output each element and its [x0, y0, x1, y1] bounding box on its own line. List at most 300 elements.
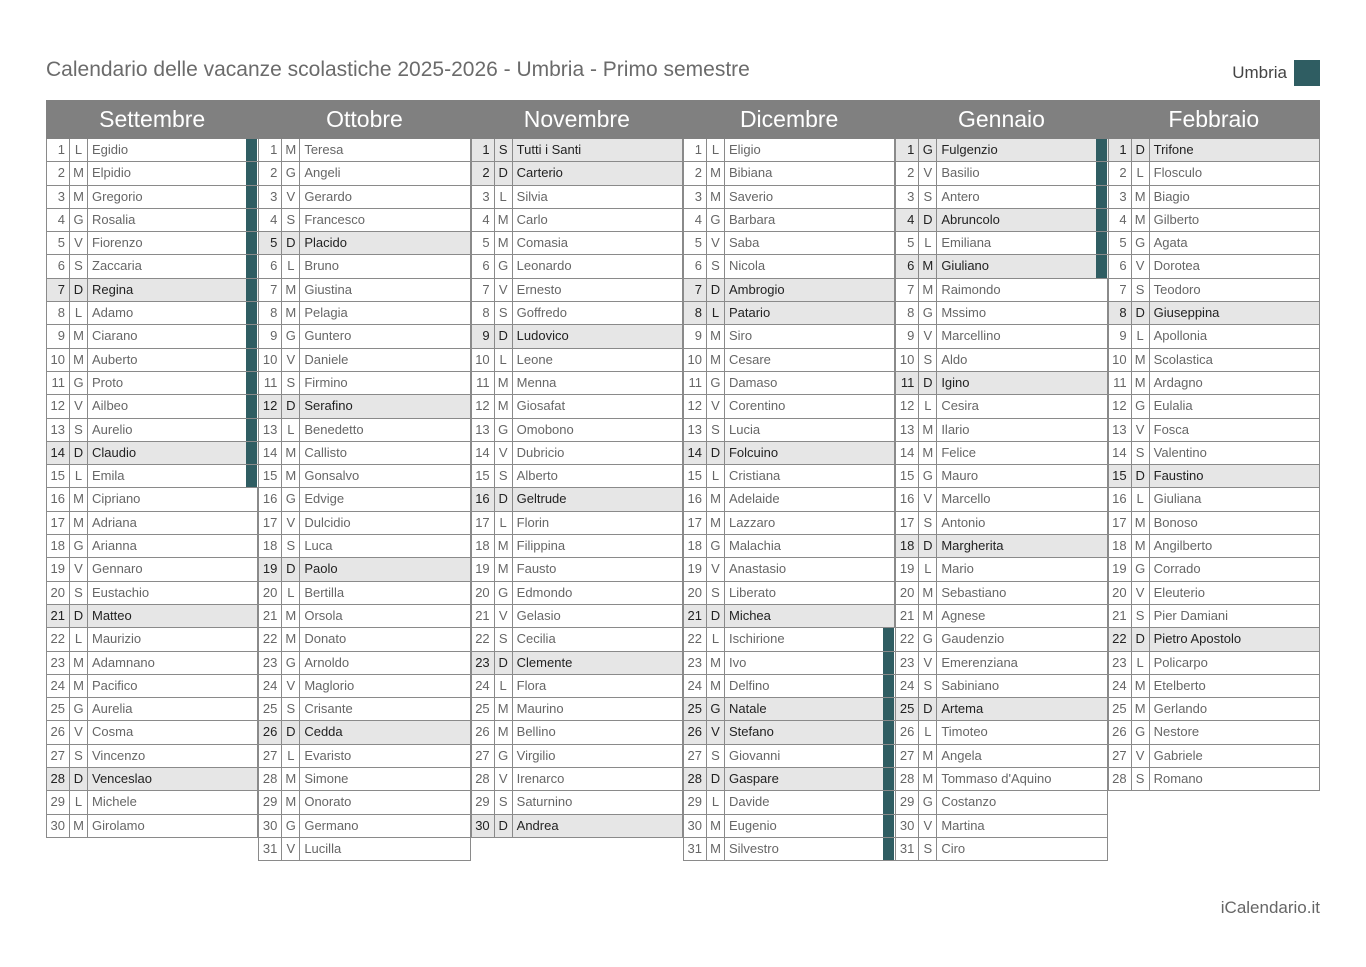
- weekday-letter: M: [919, 582, 937, 604]
- saint-name: Eligio: [725, 139, 895, 161]
- weekday-letter: M: [707, 512, 725, 534]
- day-row: [258, 512, 470, 535]
- day-row: [471, 139, 683, 162]
- saint-name: Goffredo: [513, 302, 683, 324]
- saint-name: Angeli: [300, 162, 470, 184]
- day-number: 15: [471, 465, 495, 487]
- weekday-letter: S: [1132, 279, 1150, 301]
- month-header: Ottobre: [258, 100, 470, 139]
- day-number: 13: [1108, 419, 1132, 441]
- day-row: [1108, 512, 1320, 535]
- day-number: 6: [1108, 255, 1132, 277]
- weekday-letter: M: [70, 186, 88, 208]
- day-row: [46, 279, 258, 302]
- weekday-letter: L: [70, 302, 88, 324]
- saint-name: Guntero: [300, 325, 470, 347]
- saint-name: Cristiana: [725, 465, 895, 487]
- day-number: 8: [471, 302, 495, 324]
- weekday-letter: V: [495, 279, 513, 301]
- day-number: 22: [895, 628, 919, 650]
- day-row: [471, 372, 683, 395]
- saint-name: Germano: [300, 815, 470, 837]
- month-column: [258, 100, 470, 861]
- weekday-letter: M: [282, 628, 300, 650]
- saint-name: Adamnano: [88, 652, 258, 674]
- weekday-letter: G: [70, 535, 88, 557]
- day-number: 5: [471, 232, 495, 254]
- saint-name: Agata: [1150, 232, 1320, 254]
- day-row: [683, 255, 895, 278]
- saint-name: Clemente: [513, 652, 683, 674]
- weekday-letter: M: [1132, 698, 1150, 720]
- saint-name: Eugenio: [725, 815, 895, 837]
- saint-name: Dulcidio: [300, 512, 470, 534]
- saint-name: Basilio: [937, 162, 1107, 184]
- weekday-letter: L: [919, 721, 937, 743]
- weekday-letter: M: [919, 419, 937, 441]
- saint-name: Fausto: [513, 558, 683, 580]
- day-number: 20: [258, 582, 282, 604]
- day-row: [258, 465, 470, 488]
- day-row: [1108, 652, 1320, 675]
- saint-name: Faustino: [1150, 465, 1320, 487]
- weekday-letter: M: [707, 675, 725, 697]
- day-number: 3: [1108, 186, 1132, 208]
- day-number: 4: [1108, 209, 1132, 231]
- day-number: 13: [683, 419, 707, 441]
- day-row: [895, 791, 1107, 814]
- saint-name: Siro: [725, 325, 895, 347]
- day-row: [258, 139, 470, 162]
- saint-name: Valentino: [1150, 442, 1320, 464]
- day-number: 7: [258, 279, 282, 301]
- weekday-letter: M: [919, 279, 937, 301]
- day-row: [258, 675, 470, 698]
- weekday-letter: S: [707, 745, 725, 767]
- saint-name: Pietro Apostolo: [1150, 628, 1320, 650]
- day-row: [683, 675, 895, 698]
- day-number: 25: [683, 698, 707, 720]
- day-row: [258, 745, 470, 768]
- saint-name: Cesira: [937, 395, 1107, 417]
- day-number: 9: [471, 325, 495, 347]
- day-row: [258, 232, 470, 255]
- day-number: 7: [1108, 279, 1132, 301]
- saint-name: Giuseppina: [1150, 302, 1320, 324]
- weekday-letter: S: [919, 838, 937, 860]
- day-row: [895, 535, 1107, 558]
- saint-name: Cipriano: [88, 488, 258, 510]
- saint-name: Delfino: [725, 675, 895, 697]
- weekday-letter: M: [1132, 535, 1150, 557]
- day-number: 7: [471, 279, 495, 301]
- day-number: 13: [46, 419, 70, 441]
- day-row: [46, 442, 258, 465]
- saint-name: Cedda: [300, 721, 470, 743]
- day-number: 4: [258, 209, 282, 231]
- weekday-letter: V: [707, 232, 725, 254]
- day-row: [471, 628, 683, 651]
- day-row: [683, 768, 895, 791]
- day-number: 20: [895, 582, 919, 604]
- day-row: [258, 372, 470, 395]
- legend: [1232, 60, 1320, 86]
- day-number: 28: [683, 768, 707, 790]
- saint-name: Costanzo: [937, 791, 1107, 813]
- weekday-letter: V: [70, 232, 88, 254]
- day-number: 21: [895, 605, 919, 627]
- saint-name: Abruncolo: [937, 209, 1107, 231]
- day-row: [895, 419, 1107, 442]
- month-column: [683, 100, 895, 861]
- day-number: 6: [683, 255, 707, 277]
- day-number: 26: [471, 721, 495, 743]
- weekday-letter: M: [282, 465, 300, 487]
- day-row: [471, 465, 683, 488]
- weekday-letter: M: [282, 442, 300, 464]
- saint-name: Claudio: [88, 442, 258, 464]
- day-number: 4: [683, 209, 707, 231]
- day-row: [683, 535, 895, 558]
- day-row: [1108, 465, 1320, 488]
- day-number: 21: [46, 605, 70, 627]
- day-number: 3: [895, 186, 919, 208]
- day-row: [683, 558, 895, 581]
- saint-name: Angela: [937, 745, 1107, 767]
- weekday-letter: V: [919, 652, 937, 674]
- saint-name: Florin: [513, 512, 683, 534]
- day-row: [471, 535, 683, 558]
- day-row: [471, 512, 683, 535]
- saint-name: Damaso: [725, 372, 895, 394]
- day-row: [1108, 279, 1320, 302]
- saint-name: Nestore: [1150, 721, 1320, 743]
- weekday-letter: M: [495, 209, 513, 231]
- saint-name: Scolastica: [1150, 349, 1320, 371]
- day-row: [258, 582, 470, 605]
- saint-name: Barbara: [725, 209, 895, 231]
- weekday-letter: L: [1132, 652, 1150, 674]
- saint-name: Ambrogio: [725, 279, 895, 301]
- weekday-letter: V: [707, 721, 725, 743]
- day-number: 23: [1108, 652, 1132, 674]
- weekday-letter: D: [495, 162, 513, 184]
- day-number: 23: [683, 652, 707, 674]
- saint-name: Emerenziana: [937, 652, 1107, 674]
- day-row: [471, 652, 683, 675]
- saint-name: Edvige: [300, 488, 470, 510]
- weekday-letter: L: [919, 395, 937, 417]
- day-number: 16: [683, 488, 707, 510]
- saint-name: Emiliana: [937, 232, 1107, 254]
- saint-name: Emila: [88, 465, 258, 487]
- weekday-letter: G: [282, 652, 300, 674]
- saint-name: Liberato: [725, 582, 895, 604]
- day-number: 23: [895, 652, 919, 674]
- day-row: [471, 232, 683, 255]
- weekday-letter: D: [70, 279, 88, 301]
- weekday-letter: D: [1132, 302, 1150, 324]
- month-header: Dicembre: [683, 100, 895, 139]
- saint-name: Silvestro: [725, 838, 895, 860]
- saint-name: Silvia: [513, 186, 683, 208]
- weekday-letter: M: [70, 652, 88, 674]
- day-row: [895, 255, 1107, 278]
- saint-name: Maurizio: [88, 628, 258, 650]
- day-row: [471, 302, 683, 325]
- saint-name: Natale: [725, 698, 895, 720]
- weekday-letter: G: [70, 372, 88, 394]
- day-row: [46, 232, 258, 255]
- day-number: 26: [895, 721, 919, 743]
- saint-name: Pacifico: [88, 675, 258, 697]
- day-number: 5: [895, 232, 919, 254]
- saint-name: Donato: [300, 628, 470, 650]
- saint-name: Agnese: [937, 605, 1107, 627]
- weekday-letter: G: [919, 139, 937, 161]
- day-row: [258, 838, 470, 861]
- day-number: 26: [258, 721, 282, 743]
- saint-name: Corentino: [725, 395, 895, 417]
- saint-name: Gaudenzio: [937, 628, 1107, 650]
- weekday-letter: G: [707, 372, 725, 394]
- day-row: [895, 838, 1107, 861]
- weekday-letter: G: [1132, 395, 1150, 417]
- weekday-letter: M: [919, 442, 937, 464]
- day-number: 18: [471, 535, 495, 557]
- saint-name: Ernesto: [513, 279, 683, 301]
- weekday-letter: G: [1132, 232, 1150, 254]
- day-number: 29: [471, 791, 495, 813]
- day-number: 22: [1108, 628, 1132, 650]
- day-number: 12: [471, 395, 495, 417]
- weekday-letter: M: [919, 768, 937, 790]
- saint-name: Sabiniano: [937, 675, 1107, 697]
- day-row: [1108, 372, 1320, 395]
- day-row: [1108, 302, 1320, 325]
- day-number: 11: [895, 372, 919, 394]
- weekday-letter: M: [1132, 372, 1150, 394]
- day-number: 10: [683, 349, 707, 371]
- weekday-letter: G: [70, 209, 88, 231]
- day-row: [471, 255, 683, 278]
- saint-name: Ciarano: [88, 325, 258, 347]
- saint-name: Gonsalvo: [300, 465, 470, 487]
- weekday-letter: G: [1132, 721, 1150, 743]
- saint-name: Flosculo: [1150, 162, 1320, 184]
- saint-name: Evaristo: [300, 745, 470, 767]
- weekday-letter: S: [707, 255, 725, 277]
- day-row: [1108, 162, 1320, 185]
- saint-name: Malachia: [725, 535, 895, 557]
- weekday-letter: L: [495, 186, 513, 208]
- day-row: [258, 302, 470, 325]
- day-number: 2: [895, 162, 919, 184]
- weekday-letter: M: [70, 162, 88, 184]
- day-row: [46, 255, 258, 278]
- saint-name: Sebastiano: [937, 582, 1107, 604]
- day-row: [683, 745, 895, 768]
- weekday-letter: V: [919, 815, 937, 837]
- day-number: 13: [258, 419, 282, 441]
- weekday-letter: L: [282, 745, 300, 767]
- weekday-letter: S: [282, 209, 300, 231]
- saint-name: Giuliana: [1150, 488, 1320, 510]
- saint-name: Firmino: [300, 372, 470, 394]
- weekday-letter: L: [1132, 162, 1150, 184]
- day-number: 30: [46, 815, 70, 837]
- day-row: [258, 698, 470, 721]
- day-number: 26: [46, 721, 70, 743]
- day-row: [46, 209, 258, 232]
- month-column: [471, 100, 683, 861]
- day-row: [683, 349, 895, 372]
- saint-name: Aldo: [937, 349, 1107, 371]
- saint-name: Adamo: [88, 302, 258, 324]
- day-row: [258, 488, 470, 511]
- saint-name: Edmondo: [513, 582, 683, 604]
- day-row: [471, 488, 683, 511]
- weekday-letter: M: [1132, 512, 1150, 534]
- day-number: 17: [895, 512, 919, 534]
- day-row: [471, 815, 683, 838]
- saint-name: Bibiana: [725, 162, 895, 184]
- day-number: 5: [683, 232, 707, 254]
- weekday-letter: L: [70, 628, 88, 650]
- saint-name: Mssimo: [937, 302, 1107, 324]
- day-number: 4: [471, 209, 495, 231]
- saint-name: Stefano: [725, 721, 895, 743]
- saint-name: Gilberto: [1150, 209, 1320, 231]
- saint-name: Antero: [937, 186, 1107, 208]
- day-row: [683, 419, 895, 442]
- day-row: [46, 139, 258, 162]
- day-number: 19: [46, 558, 70, 580]
- day-row: [683, 209, 895, 232]
- weekday-letter: L: [70, 465, 88, 487]
- day-row: [895, 395, 1107, 418]
- saint-name: Antonio: [937, 512, 1107, 534]
- day-row: [1108, 488, 1320, 511]
- day-row: [258, 628, 470, 651]
- weekday-letter: L: [282, 582, 300, 604]
- day-number: 2: [471, 162, 495, 184]
- day-number: 8: [258, 302, 282, 324]
- day-row: [895, 628, 1107, 651]
- day-row: [471, 721, 683, 744]
- saint-name: Dubricio: [513, 442, 683, 464]
- day-number: 3: [471, 186, 495, 208]
- day-row: [683, 372, 895, 395]
- day-number: 17: [683, 512, 707, 534]
- footer-brand[interactable]: iCalendario.it: [1220, 898, 1320, 917]
- day-number: 24: [683, 675, 707, 697]
- day-row: [471, 395, 683, 418]
- weekday-letter: S: [495, 628, 513, 650]
- saint-name: Davide: [725, 791, 895, 813]
- saint-name: Elpidio: [88, 162, 258, 184]
- saint-name: Eleuterio: [1150, 582, 1320, 604]
- day-row: [471, 675, 683, 698]
- day-row: [683, 838, 895, 861]
- day-row: [258, 279, 470, 302]
- day-number: 25: [258, 698, 282, 720]
- weekday-letter: G: [919, 791, 937, 813]
- saint-name: Folcuino: [725, 442, 895, 464]
- weekday-letter: M: [282, 768, 300, 790]
- day-number: 15: [683, 465, 707, 487]
- day-row: [258, 395, 470, 418]
- day-row: [1108, 209, 1320, 232]
- weekday-letter: L: [1132, 488, 1150, 510]
- saint-name: Ilario: [937, 419, 1107, 441]
- saint-name: Ludovico: [513, 325, 683, 347]
- day-row: [1108, 535, 1320, 558]
- day-number: 28: [46, 768, 70, 790]
- day-number: 15: [895, 465, 919, 487]
- day-row: [471, 162, 683, 185]
- saint-name: Luca: [300, 535, 470, 557]
- weekday-letter: D: [70, 605, 88, 627]
- day-row: [258, 605, 470, 628]
- day-number: 18: [46, 535, 70, 557]
- saint-name: Eulalia: [1150, 395, 1320, 417]
- day-number: 2: [683, 162, 707, 184]
- day-number: 19: [258, 558, 282, 580]
- day-row: [258, 652, 470, 675]
- saint-name: Benedetto: [300, 419, 470, 441]
- day-number: 10: [46, 349, 70, 371]
- saint-name: Orsola: [300, 605, 470, 627]
- day-row: [46, 349, 258, 372]
- day-number: 30: [258, 815, 282, 837]
- weekday-letter: M: [707, 325, 725, 347]
- day-row: [471, 605, 683, 628]
- weekday-letter: M: [282, 139, 300, 161]
- saint-name: Zaccaria: [88, 255, 258, 277]
- saint-name: Aurelio: [88, 419, 258, 441]
- day-row: [683, 395, 895, 418]
- weekday-letter: S: [919, 186, 937, 208]
- page-title: Calendario delle vacanze scolastiche 2025-2026 - Umbria - Primo semestre: [46, 58, 750, 81]
- day-row: [46, 698, 258, 721]
- day-number: 29: [895, 791, 919, 813]
- day-row: [1108, 745, 1320, 768]
- saint-name: Egidio: [88, 139, 258, 161]
- day-number: 26: [1108, 721, 1132, 743]
- day-row: [258, 815, 470, 838]
- weekday-letter: D: [919, 698, 937, 720]
- saint-name: Giovanni: [725, 745, 895, 767]
- day-row: [895, 139, 1107, 162]
- day-row: [46, 815, 258, 838]
- weekday-letter: M: [707, 162, 725, 184]
- weekday-letter: L: [495, 349, 513, 371]
- day-number: 1: [683, 139, 707, 161]
- saint-name: Lucia: [725, 419, 895, 441]
- day-number: 16: [895, 488, 919, 510]
- saint-name: Marcello: [937, 488, 1107, 510]
- weekday-letter: M: [282, 302, 300, 324]
- day-number: 9: [895, 325, 919, 347]
- weekday-letter: M: [1132, 349, 1150, 371]
- day-row: [1108, 442, 1320, 465]
- weekday-letter: V: [495, 605, 513, 627]
- weekday-letter: L: [919, 558, 937, 580]
- day-row: [471, 745, 683, 768]
- saint-name: Callisto: [300, 442, 470, 464]
- day-number: 5: [46, 232, 70, 254]
